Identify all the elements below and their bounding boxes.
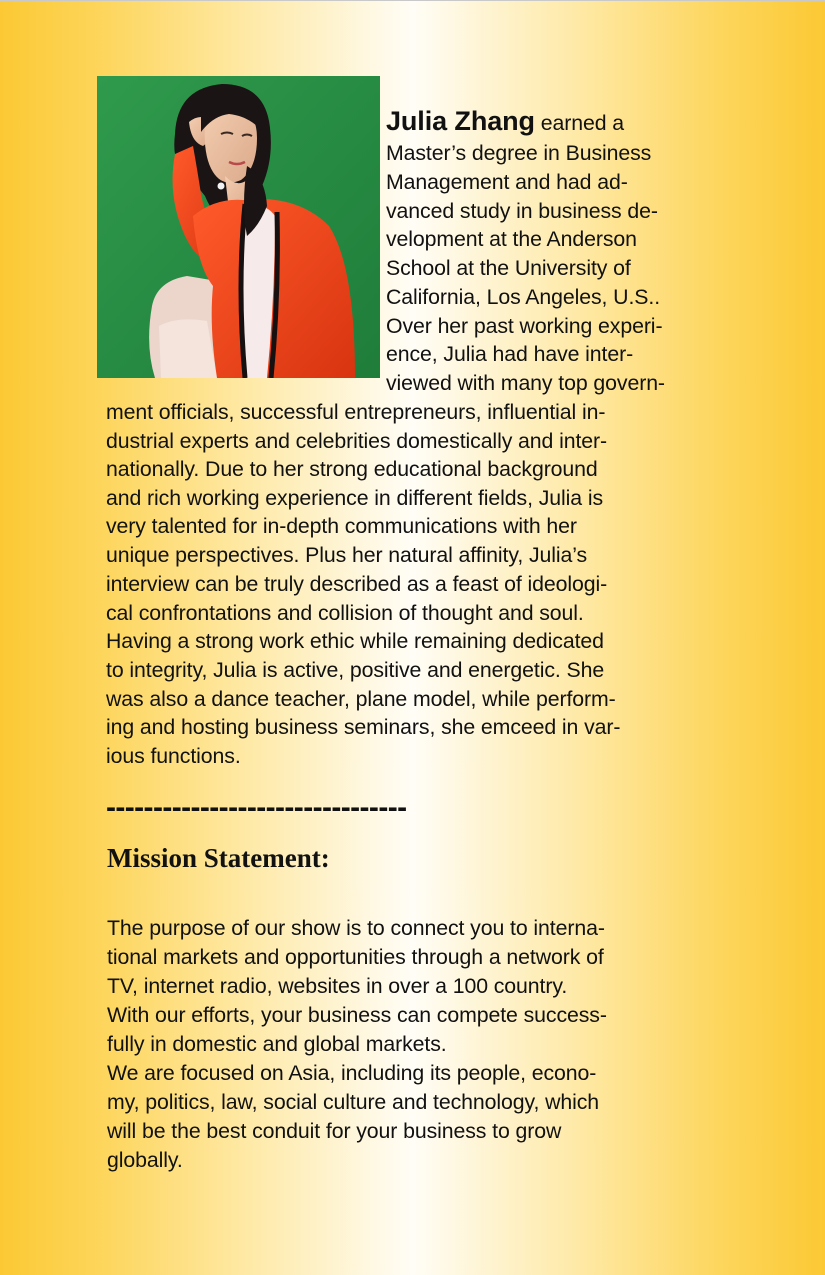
bio-line-12: dustrial experts and celebrities domestically and inter-: [106, 429, 608, 453]
bio-line-19: Having a strong work ethic while remaining dedicated: [106, 629, 604, 653]
bio-name: Julia Zhang: [386, 106, 535, 136]
mission-line-3: TV, internet radio, websites in over a 100 country.: [107, 974, 568, 998]
bio-line-16: unique perspectives. Plus her natural affinity, Julia’s: [106, 543, 588, 567]
bio-line-1-text: earned a: [534, 111, 625, 135]
bio-line-20: to integrity, Julia is active, positive and energetic. She: [106, 658, 605, 682]
bio-line-4: vanced study in business de-: [386, 199, 658, 223]
bio-line-2: Master’s degree in Business: [386, 141, 652, 165]
section-divider: --------------------------------: [106, 793, 407, 823]
bio-line-11: ment officials, successful entrepreneurs, influential in-: [106, 400, 606, 424]
bio-line-17: interview can be truly described as a feast of ideologi-: [106, 572, 608, 596]
bio-line-15: very talented for in-depth communications with her: [106, 514, 577, 538]
bio-line-10: viewed with many top govern-: [386, 371, 665, 395]
bio-line-7: California, Los Angeles, U.S..: [386, 285, 661, 309]
bio-line-14: and rich working experience in different fields, Julia is: [106, 486, 604, 510]
mission-line-1: The purpose of our show is to connect you to interna-: [107, 916, 605, 940]
bio-line-1: [386, 104, 624, 140]
page-top-border: [0, 0, 825, 1]
bio-line-9: ence, Julia had have inter-: [386, 342, 634, 366]
bio-line-8: Over her past working experi-: [386, 314, 663, 338]
bio-line-23: ious functions.: [106, 744, 241, 768]
mission-line-2: tional markets and opportunities through a network of: [107, 945, 604, 969]
mission-line-4: With our efforts, your business can compete success-: [107, 1003, 607, 1027]
bio-line-5: velopment at the Anderson: [386, 227, 637, 251]
bio-line-13: nationally. Due to her strong educational background: [106, 457, 598, 481]
bio-line-21: was also a dance teacher, plane model, while perform-: [106, 687, 616, 711]
bio-line-18: cal confrontations and collision of thought and soul.: [106, 601, 584, 625]
profile-photo: [97, 76, 380, 378]
bio-line-6: School at the University of: [386, 256, 631, 280]
bio-line-22: ing and hosting business seminars, she emceed in var-: [106, 715, 621, 739]
mission-line-6: We are focused on Asia, including its people, econo-: [107, 1061, 597, 1085]
mission-title: Mission Statement:: [107, 843, 330, 873]
mission-line-9: globally.: [107, 1148, 183, 1172]
mission-line-8: will be the best conduit for your business to grow: [107, 1119, 562, 1143]
mission-line-7: my, politics, law, social culture and technology, which: [107, 1090, 600, 1114]
bio-line-3: Management and had ad-: [386, 170, 628, 194]
mission-line-5: fully in domestic and global markets.: [107, 1032, 447, 1056]
